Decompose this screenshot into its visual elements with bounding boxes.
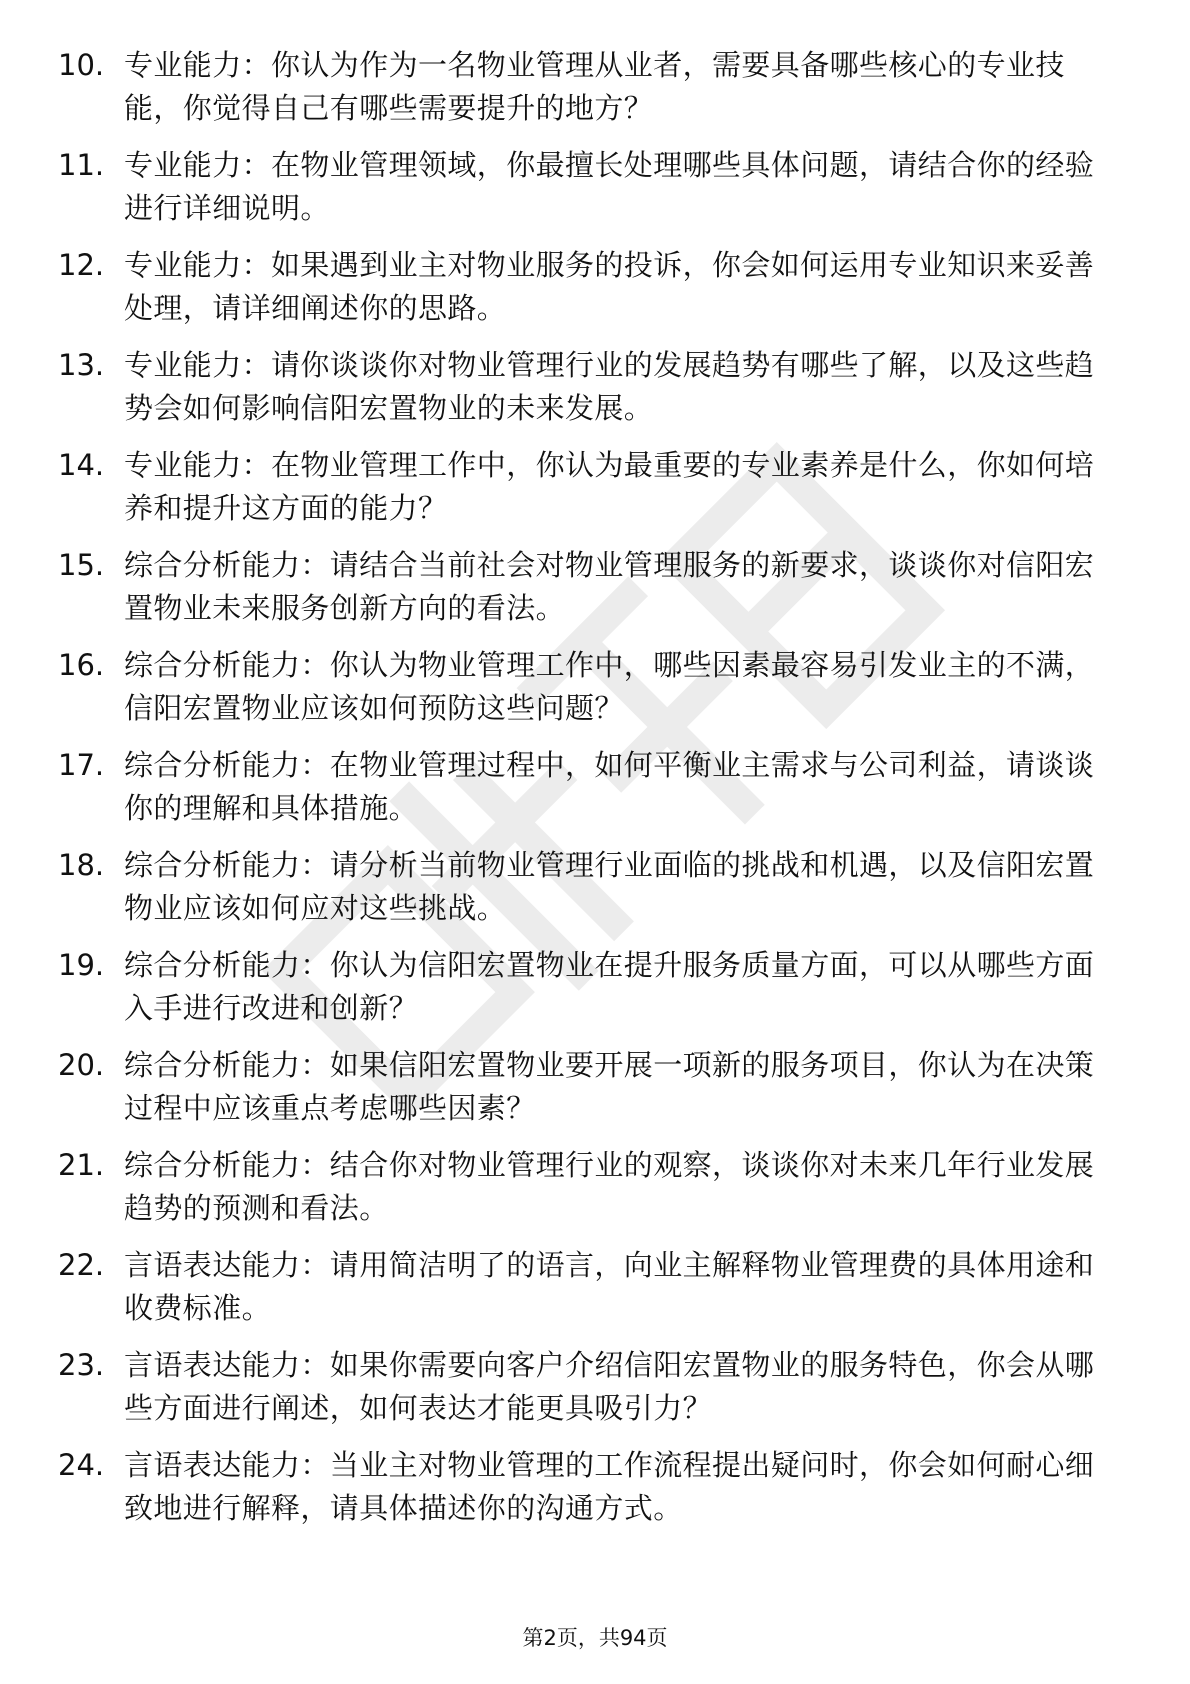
question-text: 综合分析能力：结合你对物业管理行业的观察，谈谈你对未来几年行业发展趋势的预测和看法。 (124, 1148, 1095, 1225)
question-text: 言语表达能力：当业主对物业管理的工作流程提出疑问时，你会如何耐心细致地进行解释，请具体描述你的沟通方式。 (124, 1448, 1095, 1525)
question-number: 23. (58, 1348, 105, 1382)
question-number: 21. (58, 1148, 105, 1182)
question-text: 综合分析能力：在物业管理过程中，如何平衡业主需求与公司利益，请谈谈你的理解和具体措施。 (124, 748, 1095, 825)
question-number: 16. (58, 648, 105, 682)
question-number: 13. (58, 348, 105, 382)
list-item (58, 844, 1118, 944)
list-item (58, 44, 1118, 144)
question-number: 14. (58, 448, 105, 482)
list-item (58, 644, 1118, 744)
question-text: 综合分析能力：请结合当前社会对物业管理服务的新要求，谈谈你对信阳宏置物业未来服务创新方向的看法。 (124, 548, 1095, 625)
list-item (58, 344, 1118, 444)
question-number: 18. (58, 848, 105, 882)
question-list (58, 44, 1118, 1544)
list-item (58, 1144, 1118, 1244)
list-item (58, 444, 1118, 544)
question-text: 综合分析能力：如果信阳宏置物业要开展一项新的服务项目，你认为在决策过程中应该重点考虑哪些因素？ (124, 1048, 1095, 1125)
list-item (58, 1244, 1118, 1344)
question-text: 专业能力：如果遇到业主对物业服务的投诉，你会如何运用专业知识来妥善处理，请详细阐述你的思路。 (124, 248, 1095, 325)
question-text: 综合分析能力：你认为信阳宏置物业在提升服务质量方面，可以从哪些方面入手进行改进和创新？ (124, 948, 1095, 1025)
question-number: 10. (58, 48, 105, 82)
question-number: 11. (58, 148, 105, 182)
question-text: 言语表达能力：请用简洁明了的语言，向业主解释物业管理费的具体用途和收费标准。 (124, 1248, 1095, 1325)
question-text: 专业能力：在物业管理领域，你最擅长处理哪些具体问题，请结合你的经验进行详细说明。 (124, 148, 1095, 225)
question-text: 专业能力：你认为作为一名物业管理从业者，需要具备哪些核心的专业技能，你觉得自己有哪些需要提升的地方？ (124, 48, 1065, 125)
list-item (58, 744, 1118, 844)
list-item (58, 1044, 1118, 1144)
list-item (58, 244, 1118, 344)
question-number: 19. (58, 948, 105, 982)
question-number: 22. (58, 1248, 105, 1282)
question-number: 20. (58, 1048, 105, 1082)
list-item (58, 1344, 1118, 1444)
question-number: 15. (58, 548, 105, 582)
question-text: 综合分析能力：你认为物业管理工作中，哪些因素最容易引发业主的不满，信阳宏置物业应该如何预防这些问题？ (124, 648, 1095, 725)
page-number-footer: 第2页，共94页 (522, 1626, 668, 1650)
question-number: 24. (58, 1448, 105, 1482)
question-text: 言语表达能力：如果你需要向客户介绍信阳宏置物业的服务特色，你会从哪些方面进行阐述，如何表达才能更具吸引力？ (124, 1348, 1095, 1425)
question-text: 综合分析能力：请分析当前物业管理行业面临的挑战和机遇，以及信阳宏置物业应该如何应对这些挑战。 (124, 848, 1095, 925)
list-item (58, 544, 1118, 644)
question-text: 专业能力：请你谈谈你对物业管理行业的发展趋势有哪些了解，以及这些趋势会如何影响信阳宏置物业的未来发展。 (124, 348, 1095, 425)
question-number: 12. (58, 248, 105, 282)
list-item (58, 944, 1118, 1044)
question-number: 17. (58, 748, 105, 782)
list-item (58, 1444, 1118, 1544)
list-item (58, 144, 1118, 244)
question-text: 专业能力：在物业管理工作中，你认为最重要的专业素养是什么，你如何培养和提升这方面的能力？ (124, 448, 1095, 525)
